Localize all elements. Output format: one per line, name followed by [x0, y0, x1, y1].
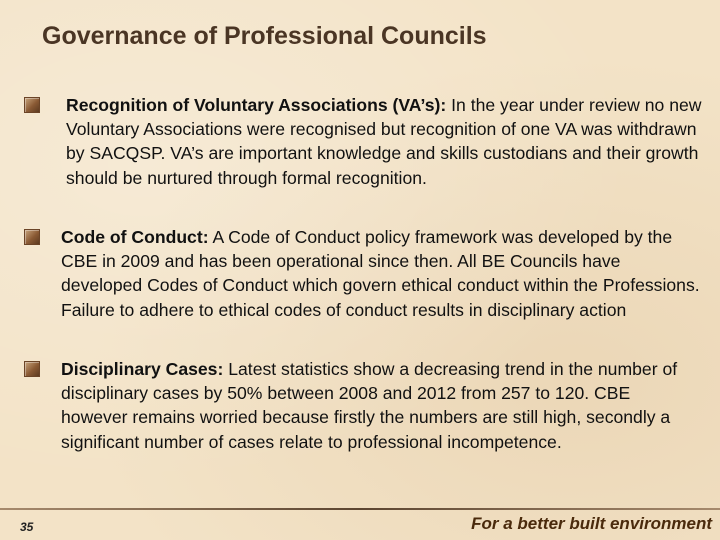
square-bullet-icon — [24, 361, 40, 377]
footer-divider — [0, 508, 720, 510]
footer-slogan: For a better built environment — [471, 514, 712, 533]
bullet-text — [61, 225, 701, 322]
bullet-heading: Recognition of Voluntary Associations (VA’s): — [66, 95, 447, 115]
bullet-body: Latest statistics show a decreasing trend in the number of disciplinary cases by 50% between 2008 and 2012 from 257 to 120. CBE however remains worried because firstly the numbers are still high, secondly a significant number of cases relate to professional incompetence. — [61, 359, 678, 452]
bullet-heading: Code of Conduct: — [61, 227, 209, 247]
square-bullet-icon — [24, 229, 40, 245]
bullet-heading: Disciplinary Cases: — [61, 359, 224, 379]
square-bullet-icon — [24, 97, 40, 113]
bullet-body: A Code of Conduct policy framework was developed by the CBE in 2009 and has been operational since then. All BE Councils have developed Codes of Conduct which govern ethical conduct within the Professions. Failure to adhere to ethical codes of conduct results in disciplinary action — [61, 227, 700, 320]
bullet-text — [61, 357, 701, 454]
bullet-text — [66, 93, 706, 190]
page-number: 35 — [20, 520, 34, 534]
slide-title: Governance of Professional Councils — [42, 22, 487, 50]
bullet-body: In the year under review no new Voluntary Associations were recognised but recognition of one VA was withdrawn by SACQSP. VA’s are important knowledge and skills custodians and their growth should be nurtured through formal recognition. — [66, 95, 702, 188]
